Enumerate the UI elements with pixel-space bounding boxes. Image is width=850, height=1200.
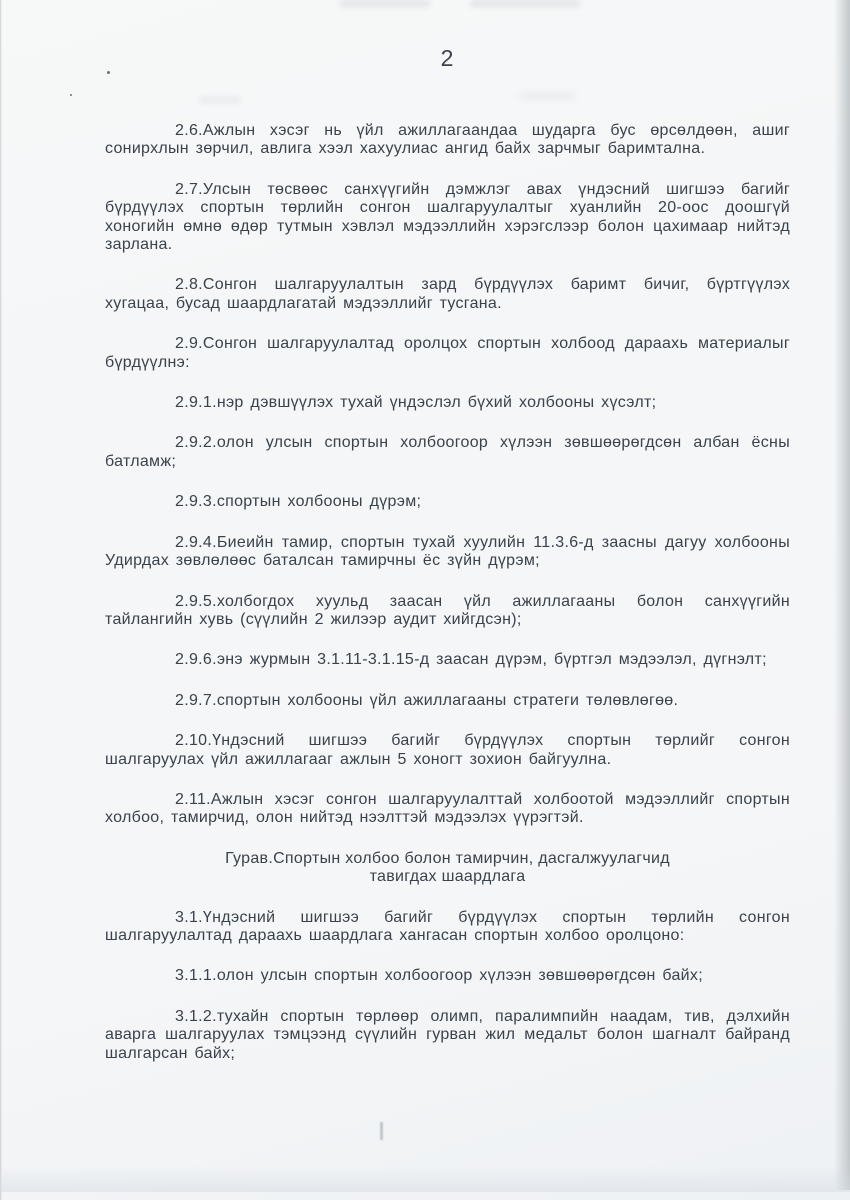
section-heading-line2: тавигдах шаардлага [369,868,526,886]
paragraph-2-8: 2.8.Сонгон шалгаруулалтын зард бүрдүүлэх баримт бичиг, бүртгүүлэх хугацаа, бусад шаардлагатай мэдээллийг тусгана. [105,276,790,312]
section-heading-line1: Гурав.Спортын холбоо болон тамирчин, дасгалжуулагчид [225,849,670,867]
page-number: 2 [440,45,455,71]
scan-bleedthrough-smudge [340,0,430,7]
paragraph-2-10: 2.10.Үндэсний шигшээ багийг бүрдүүлэх спортын төрлийг сонгон шалгаруулах үйл ажиллагааг ажлын 5 хоногт зохион байгуулна. [105,732,790,768]
scan-edge-shadow-bottom [0,1166,850,1192]
section-heading [105,850,790,887]
scan-edge-shadow-right [834,0,850,1190]
paragraph-3-1: 3.1.Үндэсний шигшээ багийг бүрдүүлэх спортын төрлийн сонгон шалгаруулалтад дараахь шаардлага хангасан спортын холбоо оролцоно: [105,908,790,944]
paragraph-2-6: 2.6.Ажлын хэсэг нь үйл ажиллагаандаа шударга бус өрсөлдөөн, ашиг сонирхлын зөрчил, авлига хээл хахуулиас ангид байх зарчмыг баримтална. [105,122,790,158]
paragraph-2-9: 2.9.Сонгон шалгаруулалтад оролцох спортын холбоод дараахь материалыг бүрдүүлнэ: [105,335,790,371]
scan-speck [70,94,72,96]
scan-pen-mark [380,1122,383,1140]
paragraph-2-9-5: 2.9.5.холбогдох хуульд заасан үйл ажиллагааны болон санхүүгийн тайлангийн хувь (сүүлийн 2 жилээр аудит хийгдсэн); [105,592,790,628]
paragraph-2-11: 2.11.Ажлын хэсэг сонгон шалгаруулалттай холбоотой мэдээллийг спортын холбоо, тамирчид, олон нийтэд нээлттэй мэдээлэх үүрэгтэй. [105,790,790,827]
scan-speck [107,71,110,74]
paragraph-2-9-2: 2.9.2.олон улсын спортын холбоогоор хүлээн зөвшөөрөгдсөн албан ёсны батламж; [105,434,790,470]
paragraph-3-1-1: 3.1.1.олон улсын спортын холбоогоор хүлээн зөвшөөрөгдсөн байх; [175,967,703,985]
scan-bleedthrough-smudge [470,0,580,7]
paragraph-3-1-2: 3.1.2.тухайн спортын төрлөөр олимп, паралимпийн наадам, тив, дэлхийн аварга шалгаруулах тэмцээнд сүүлийн гурван жил медальт болон шагналт байранд шалгарсан байх; [105,1007,790,1062]
paragraph-2-9-6: 2.9.6.энэ журмын 3.1.11-3.1.15-д заасан дүрэм, бүртгэл мэдээлэл, дүгнэлт; [175,651,767,669]
paragraph-2-9-7: 2.9.7.спортын холбооны үйл ажиллагааны стратеги төлөвлөгөө. [175,691,679,709]
paragraph-2-7: 2.7.Улсын төсвөөс санхүүгийн дэмжлэг авах үндэсний шигшээ багийг бүрдүүлэх спортын төрлийн сонгон шалгаруулалтыг хуанлийн 20-оос доошгүй хоногийн өмнө өдөр тутмын хэвлэл мэдээллийн хэрэгслээр болон цахимаар нийтэд зарлана. [105,180,790,254]
paragraph-2-9-4: 2.9.4.Биеийн тамир, спортын тухай хуулийн 11.3.6-д заасны дагуу холбооны Удирдах зөвлөлөөс баталсан тамирчны ёс зүйн дүрэм; [105,533,790,570]
paragraph-2-9-1: 2.9.1.нэр дэвшүүлэх тухай үндэслэл бүхий холбооны хүсэлт; [175,394,657,412]
scan-edge-shadow-left [0,0,2,1200]
scan-bleedthrough-smudge [520,92,575,100]
scan-bleedthrough-smudge [200,96,240,104]
paragraph-2-9-3: 2.9.3.спортын холбооны дүрэм; [175,493,422,511]
document-body [105,0,790,1063]
